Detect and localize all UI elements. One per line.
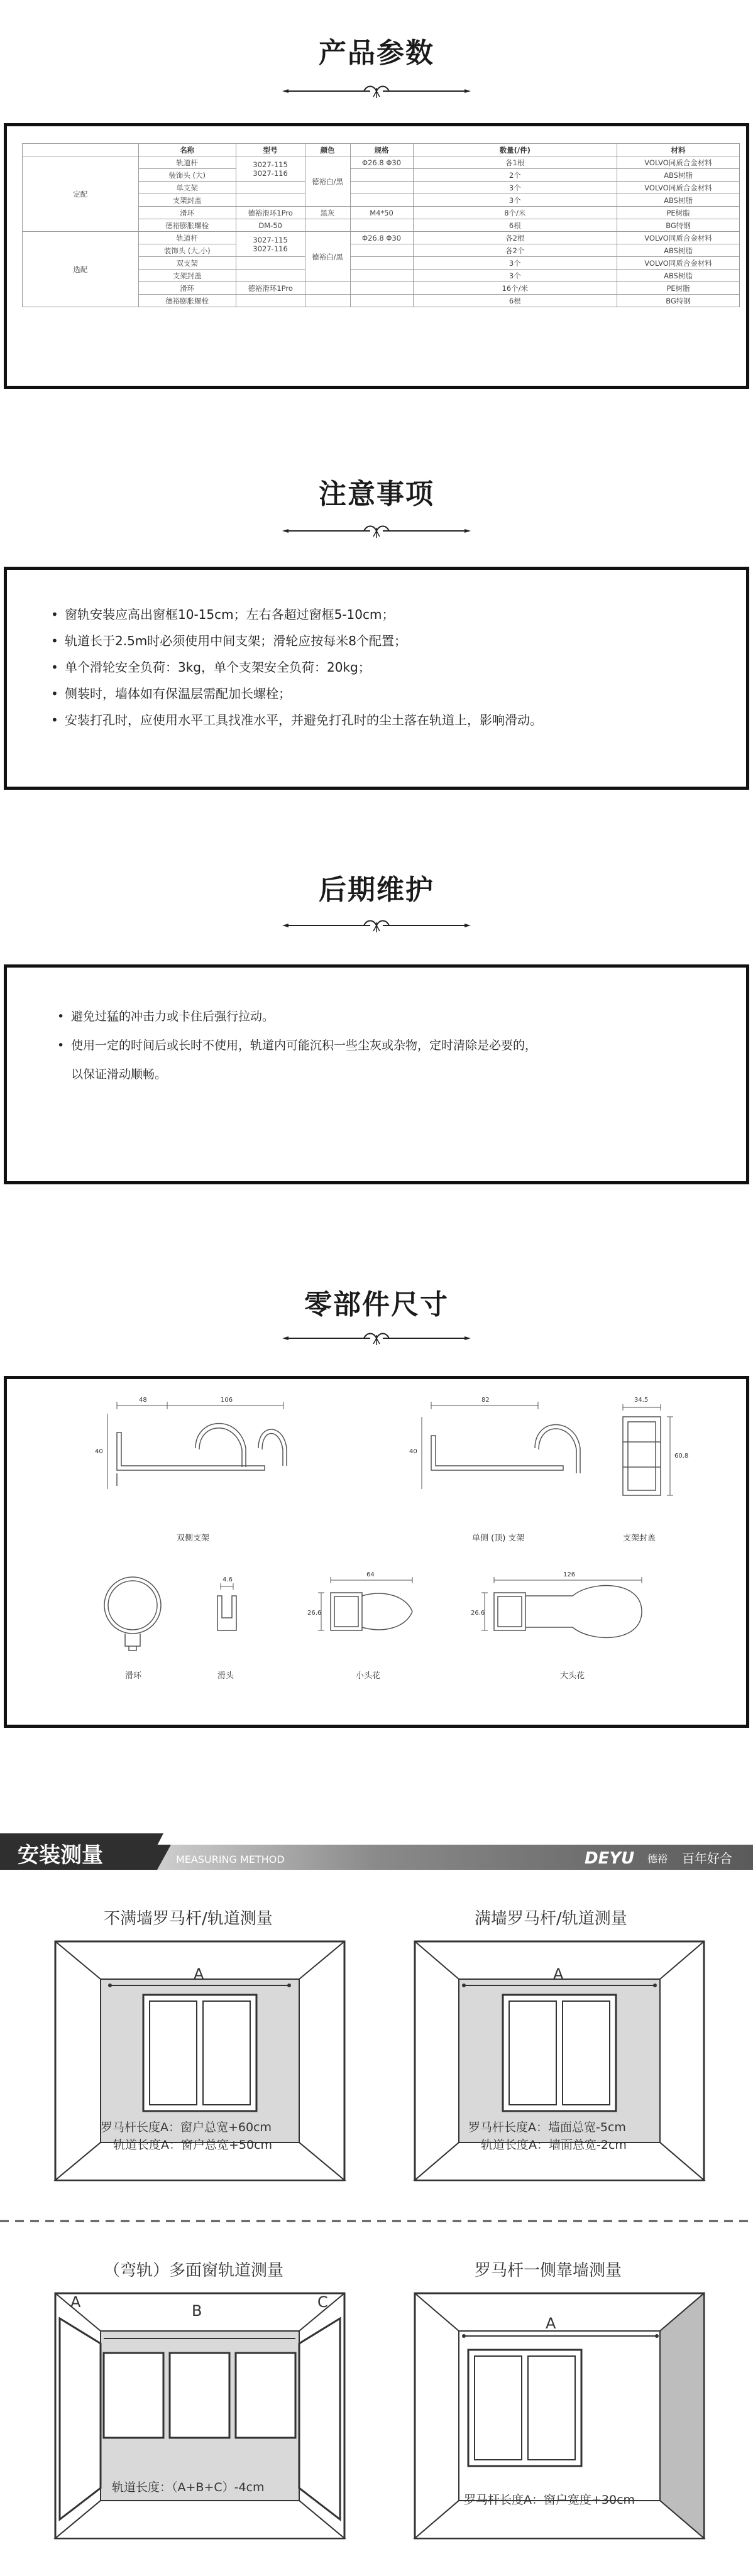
cell: 2个 (413, 169, 617, 182)
part-label: 小头花 (356, 1671, 381, 1681)
col-header: 颜色 (305, 144, 350, 156)
ring-drawing (104, 1577, 161, 1651)
cell: VOLVO同质合金材料 (617, 257, 740, 270)
cell: PE树脂 (617, 282, 740, 295)
measure-text: 轨道长度A：墙面总宽-2cm (481, 2138, 627, 2152)
maintenance-title: 后期维护 (319, 874, 434, 906)
params-frame (4, 123, 749, 389)
notes-frame (4, 567, 749, 790)
cell (236, 194, 305, 207)
cell: 轨道杆 (138, 232, 236, 244)
col-header: 型号 (236, 144, 305, 156)
list-item: • 轨道长于2.5m时必须使用中间支架；滑轮应按每米8个配置； (51, 628, 542, 654)
cell: 6根 (413, 219, 617, 232)
measure-diagram-2 (415, 1909, 704, 2180)
part-label: 滑环 (125, 1671, 142, 1681)
measure-title: 不满墙罗马杆/轨道测量 (104, 1909, 273, 1928)
cell: ABS树脂 (617, 169, 740, 182)
cell: Φ26.8 Φ30 (350, 232, 413, 244)
cell: 装饰头 (大,小) (138, 244, 236, 257)
cell: DM-50 (236, 219, 305, 232)
cell (350, 244, 413, 257)
dim-label: 106 (221, 1397, 233, 1404)
cell: 3027-115 3027-116 (236, 232, 305, 257)
measure-label-a: A (553, 1965, 564, 1983)
cell: ABS树脂 (617, 270, 740, 282)
cell (350, 182, 413, 194)
measure-text: 罗马杆长度A：窗户宽度+30cm (464, 2493, 635, 2507)
list-item: • 安装打孔时，应使用水平工具找准水平，并避免打孔时的尘土落在轨道上，影响滑动。 (51, 707, 542, 733)
dim-label: 60.8 (674, 1453, 689, 1460)
brand-cn: 德裕 (647, 1853, 668, 1865)
dim-label: 40 (95, 1448, 103, 1455)
measure-diagram-4 (415, 2261, 704, 2538)
measure-label-a: A (194, 1965, 204, 1983)
list-item: • 侧装时，墙体如有保温层需配加长螺栓； (51, 680, 542, 707)
title-ornament (282, 1329, 471, 1348)
cell (350, 295, 413, 307)
cell: VOLVO同质合金材料 (617, 182, 740, 194)
measure-label-c: C (317, 2293, 328, 2311)
cell: 装饰头 (大) (138, 169, 236, 182)
parts-drawing (7, 1379, 746, 1725)
banner-subtitle: MEASURING METHOD (176, 1853, 285, 1865)
parts-frame (4, 1376, 749, 1728)
brand-logo: DEYU (585, 1849, 635, 1868)
table-row (23, 232, 740, 244)
measure-title: 满墙罗马杆/轨道测量 (475, 1909, 627, 1928)
large-finial-drawing (481, 1577, 642, 1637)
brand-slogan: 百年好合 (682, 1851, 732, 1866)
dim-label: 82 (481, 1397, 490, 1404)
list-item: • 单个滑轮安全负荷：3kg，单个支架安全负荷：20kg； (51, 654, 542, 680)
parts-title: 零部件尺寸 (304, 1289, 449, 1321)
part-label: 单侧 (顶) 支架 (472, 1534, 525, 1543)
cell: 德裕膨胀螺栓 (138, 295, 236, 307)
list-item: • 使用一定的时间后或长时不使用，轨道内可能沉积一些尘灰或杂物，定时清除是必要的， (57, 1031, 537, 1060)
cell (350, 257, 413, 270)
cell: BG特钢 (617, 219, 740, 232)
cell: 德裕膨胀螺栓 (138, 219, 236, 232)
cell: M4*50 (350, 207, 413, 219)
title-ornament (282, 521, 471, 540)
table-row (23, 156, 740, 169)
cell: ABS树脂 (617, 244, 740, 257)
cell (236, 257, 305, 270)
cell: 各2个 (413, 244, 617, 257)
group-label: 定配 (23, 156, 139, 232)
cell (236, 270, 305, 282)
dim-label: 40 (409, 1448, 417, 1455)
measure-label-a: A (70, 2293, 81, 2311)
cell: 德裕白/黑 (305, 156, 350, 207)
cell (350, 194, 413, 207)
measure-diagram-3 (55, 2261, 344, 2538)
title-ornament (282, 916, 471, 935)
cell: 3个 (413, 270, 617, 282)
measurement-diagrams (0, 1885, 753, 2570)
col-header: 规格 (350, 144, 413, 156)
cell: 单支架 (138, 182, 236, 194)
cell: ABS树脂 (617, 194, 740, 207)
dim-label: 26.6 (307, 1610, 322, 1617)
table-header-row (23, 144, 740, 156)
cell: 16个/米 (413, 282, 617, 295)
cell: VOLVO同质合金材料 (617, 156, 740, 169)
cell: 德裕白/黑 (305, 232, 350, 282)
notes-list (51, 601, 542, 733)
part-label: 双侧支架 (177, 1534, 210, 1543)
measure-title: 罗马杆一侧靠墙测量 (475, 2261, 622, 2280)
list-item: • 避免过猛的冲击力或卡住后强行拉动。 (57, 1002, 537, 1031)
cell (305, 295, 350, 307)
cell: 轨道杆 (138, 156, 236, 169)
maintenance-list (57, 1002, 537, 1089)
cell: 6根 (413, 295, 617, 307)
cell: 滑环 (138, 207, 236, 219)
list-item: • 窗轨安装应高出窗框10-15cm；左右各超过窗框5-10cm； (51, 601, 542, 628)
dim-label: 48 (139, 1397, 147, 1404)
col-header: 数量(/件) (413, 144, 617, 156)
bracket-cap-drawing (623, 1404, 673, 1495)
params-title: 产品参数 (319, 37, 434, 69)
cell (305, 282, 350, 295)
cell: 滑环 (138, 282, 236, 295)
cell: 各2根 (413, 232, 617, 244)
cell (350, 282, 413, 295)
title-ornament (282, 82, 471, 101)
part-label: 滑头 (217, 1671, 234, 1681)
cell: 3个 (413, 257, 617, 270)
cell: VOLVO同质合金材料 (617, 232, 740, 244)
cell: 8个/米 (413, 207, 617, 219)
cell (236, 295, 305, 307)
measure-title: （弯轨）多面窗轨道测量 (104, 2261, 284, 2280)
part-label: 支架封盖 (623, 1534, 656, 1543)
cell (305, 219, 350, 232)
cell: 德裕滑环1Pro (236, 207, 305, 219)
col-header: 名称 (138, 144, 236, 156)
cell (350, 219, 413, 232)
measure-text: 轨道长度：（A+B+C）-4cm (112, 2480, 265, 2494)
cell (350, 169, 413, 182)
dim-label: 4.6 (223, 1576, 233, 1583)
cell (236, 182, 305, 194)
measure-text: 罗马杆长度A：窗户总宽+60cm (101, 2120, 272, 2134)
dim-label: 64 (366, 1571, 375, 1578)
cell: 德裕滑环1Pro (236, 282, 305, 295)
notes-title: 注意事项 (319, 478, 434, 510)
measure-text: 罗马杆长度A：墙面总宽-5cm (468, 2120, 626, 2134)
params-table (22, 143, 740, 307)
cell: Φ26.8 Φ30 (350, 156, 413, 169)
measuring-banner (0, 1833, 753, 1877)
cell: 支架封盖 (138, 270, 236, 282)
part-label: 大头花 (560, 1671, 585, 1681)
cell: PE树脂 (617, 207, 740, 219)
double-bracket-drawing (107, 1402, 287, 1489)
col-header: 材料 (617, 144, 740, 156)
banner-title: 安装测量 (18, 1843, 103, 1868)
dim-label: 126 (563, 1571, 576, 1578)
measure-text: 轨道长度A：窗户总宽+50cm (113, 2138, 273, 2152)
glider-drawing (217, 1583, 236, 1630)
small-finial-drawing (318, 1577, 412, 1630)
measure-label-b: B (192, 2302, 202, 2320)
cell: 3个 (413, 182, 617, 194)
dim-label: 34.5 (634, 1397, 649, 1404)
cell (350, 270, 413, 282)
cell: 双支架 (138, 257, 236, 270)
maintenance-frame (4, 964, 749, 1184)
cell: 3027-115 3027-116 (236, 156, 305, 182)
single-bracket-drawing (422, 1402, 580, 1489)
cell: 各1根 (413, 156, 617, 169)
cell: BG特钢 (617, 295, 740, 307)
group-label: 选配 (23, 232, 139, 307)
measure-diagram-1 (55, 1909, 344, 2180)
cell: 黑灰 (305, 207, 350, 219)
list-item-continuation: 以保证滑动顺畅。 (71, 1067, 167, 1081)
cell: 3个 (413, 194, 617, 207)
dim-label: 26.6 (471, 1610, 485, 1617)
measure-label-a: A (546, 2315, 556, 2332)
cell: 支架封盖 (138, 194, 236, 207)
